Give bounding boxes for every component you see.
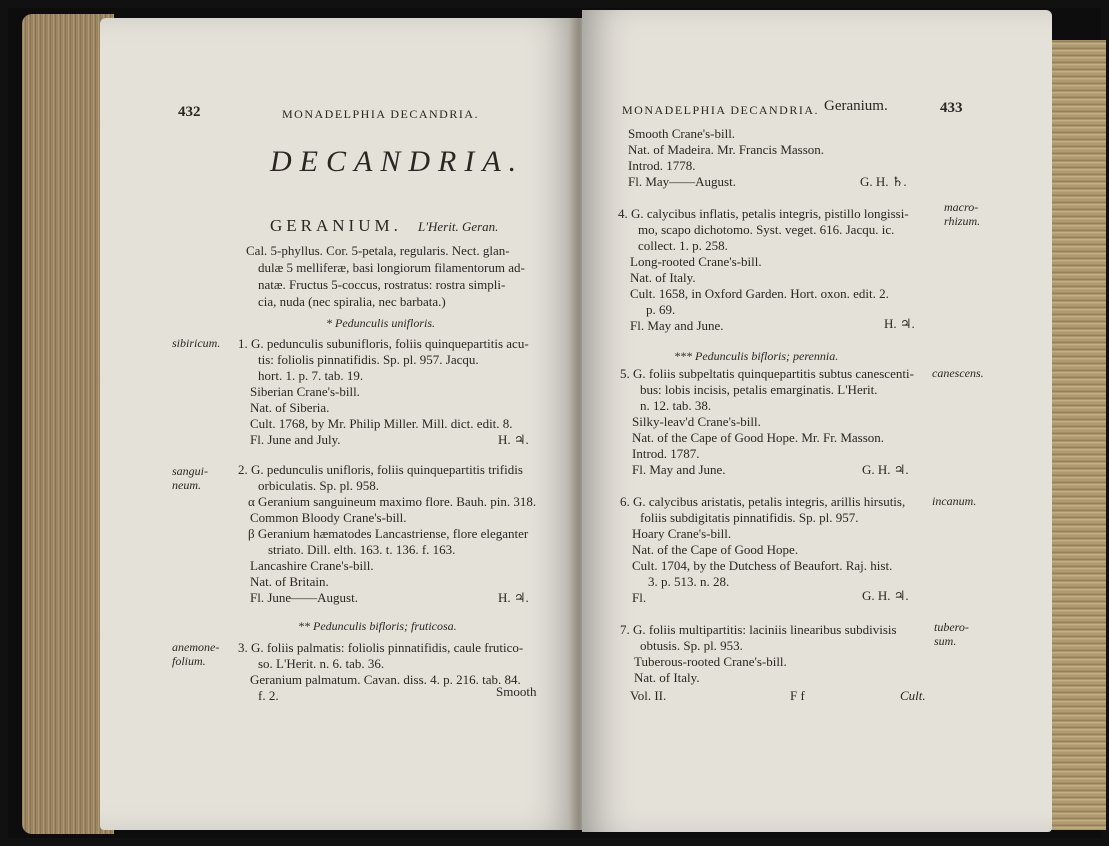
entry-line: β Geranium hæmatodes Lancastriense, flore eleganter [248,526,529,541]
entry-line: Nat. of Italy. [634,670,700,685]
entry-line: so. L'Herit. n. 6. tab. 36. [258,656,385,671]
entry-line: α Geranium sanguineum maximo flore. Bauh. pin. 318. [248,494,537,509]
margin-name: sangui- [172,464,208,478]
margin-name: macro- [944,200,979,214]
habitat-mark: H. ♃. [498,590,529,605]
catchword: Cult. [900,688,926,703]
entry-line: 7. G. foliis multipartitis: laciniis linearibus subdivisis [620,622,897,637]
signature-mark: F f [790,688,805,703]
margin-name: sibiricum. [172,336,221,350]
habitat-mark: H. ♃. [884,316,915,331]
entry-line: Nat. of the Cape of Good Hope. Mr. Fr. Masson. [632,430,885,445]
volume-label: Vol. II. [630,688,667,703]
margin-name: incanum. [932,494,977,508]
habitat-mark: G. H. ♃. [862,588,909,603]
margin-name: rhizum. [944,214,981,228]
entry-line: n. 12. tab. 38. [640,398,712,413]
entry-line: Nat. of the Cape of Good Hope. [632,542,799,557]
entry-line: hort. 1. p. 7. tab. 19. [258,368,364,383]
entry-line: Nat. of Britain. [250,574,329,589]
description-line: dulæ 5 melliferæ, basi longiorum filamentorum ad- [258,260,525,275]
genus-name: GERANIUM. [270,216,402,235]
entry-line: obtusis. Sp. pl. 953. [640,638,743,653]
entry-line: 3. G. foliis palmatis: foliolis pinnatifidis, caule frutico- [238,640,524,655]
entry-line: Cult. 1768, by Mr. Philip Miller. Mill. dict. edit. 8. [250,416,513,431]
book-fore-edge-right [1048,40,1106,830]
description-line: Cal. 5-phyllus. Cor. 5-petala, regularis. Nect. glan- [246,243,510,258]
section-heading: ** Pedunculis bifloris; fruticosa. [298,619,457,633]
entry-line: Fl. May and June. [632,462,726,477]
margin-name: anemone- [172,640,220,654]
entry-line: Silky-leav'd Crane's-bill. [632,414,761,429]
entry-line: Introd. 1778. [628,158,696,173]
entry-line: 4. G. calycibus inflatis, petalis integris, pistillo longissi- [618,206,909,221]
habitat-mark: H. ♃. [498,432,529,447]
entry-line: f. 2. [258,688,279,703]
entry-line: Fl. May and June. [630,318,724,333]
habitat-mark: G. H. ♄. [860,174,907,189]
section-heading: * Pedunculis unifloris. [326,316,435,330]
entry-line: Introd. 1787. [632,446,700,461]
entry-line: tis: foliolis pinnatifidis. Sp. pl. 957. Jacqu. [258,352,479,367]
entry-line: Long-rooted Crane's-bill. [630,254,762,269]
margin-name: neum. [172,478,201,492]
habitat-mark: G. H. ♃. [862,462,909,477]
margin-name: sum. [934,634,957,648]
entry-line: 2. G. pedunculis unifloris, foliis quinquepartitis trifidis [238,462,523,477]
entry-line: Fl. June——August. [250,590,358,605]
margin-name: canescens. [932,366,984,380]
entry-line: foliis subdigitatis pinnatifidis. Sp. pl. 957. [640,510,859,525]
entry-line: Fl. [632,590,647,605]
entry-line: 3. p. 513. n. 28. [648,574,730,589]
entry-line: Lancashire Crane's-bill. [250,558,374,573]
margin-name: folium. [172,654,206,668]
margin-name: tubero- [934,620,969,634]
entry-line: Tuberous-rooted Crane's-bill. [634,654,787,669]
entry-line: Common Bloody Crane's-bill. [250,510,407,525]
entry-line: Hoary Crane's-bill. [632,526,732,541]
section-title: DECANDRIA. [270,145,525,178]
running-head: MONADELPHIA DECANDRIA. [282,107,479,121]
entry-line: 5. G. foliis subpeltatis quinquepartitis subtus canescenti- [620,366,914,381]
entry-line: striato. Dill. elth. 163. t. 136. f. 163. [268,542,456,557]
entry-line: Fl. June and July. [250,432,341,447]
entry-line: 6. G. calycibus aristatis, petalis integris, arillis hirsutis, [620,494,906,509]
entry-line: Siberian Crane's-bill. [250,384,360,399]
entry-line: 1. G. pedunculis subunifloris, foliis quinquepartitis acu- [238,336,529,351]
entry-line: Cult. 1704, by the Dutchess of Beaufort. Raj. hist. [632,558,893,573]
right-page [582,10,1052,832]
description-line: cia, nuda (nec spiralia, nec barbata.) [258,294,446,309]
entry-line: collect. 1. p. 258. [638,238,728,253]
entry-line: Nat. of Madeira. Mr. Francis Masson. [628,142,825,157]
page-number: 433 [940,100,963,116]
entry-line: Cult. 1658, in Oxford Garden. Hort. oxon. edit. 2. [630,286,889,301]
section-heading: *** Pedunculis bifloris; perennia. [674,349,839,363]
entry-line: p. 69. [646,302,676,317]
entry-line: Geranium palmatum. Cavan. diss. 4. p. 216. tab. 84. [250,672,521,687]
catchword: Smooth [496,684,537,699]
entry-line: Smooth Crane's-bill. [628,126,736,141]
entry-line: Nat. of Siberia. [250,400,330,415]
entry-line: bus: lobis incisis, petalis emarginatis. L'Herit. [640,382,878,397]
left-page [100,18,578,830]
genus-reference: L'Herit. Geran. [418,219,499,234]
genus-head: Geranium. [824,98,888,114]
page-number: 432 [178,104,201,120]
description-line: natæ. Fructus 5-coccus, rostratus: rostra simpli- [258,277,506,292]
entry-line: Nat. of Italy. [630,270,696,285]
entry-line: Fl. May——August. [628,174,736,189]
entry-line: orbiculatis. Sp. pl. 958. [258,478,379,493]
running-head: MONADELPHIA DECANDRIA. [622,103,819,117]
entry-line: mo, scapo dichotomo. Syst. veget. 616. Jacqu. ic. [638,222,895,237]
